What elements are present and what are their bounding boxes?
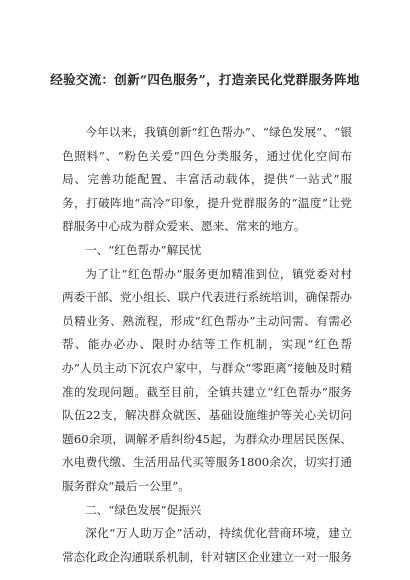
- intro-paragraph: 今年以来，我镇创新“红色帮办”、“绿色发展”、“银色照料”、“粉色关爱”四色分类服务，通过优化空间布局、完善功能配置、丰富活动载体，提供“一站式”服务，打破阵地“高冷”印象，提升党群服务的“温度”让党群服务中心成为群众爱来、愿来、常来的地方。: [62, 125, 352, 234]
- green-development-paragraph: 深化“万人助万企”活动，持续优化营商环境，建立常态化政企沟通联系机制，针对辖区企业建立一对一服务: [62, 526, 352, 564]
- document-body: [62, 121, 352, 569]
- section-heading-red: 一、“红色帮办”解民忧: [85, 242, 202, 257]
- document-title: 经验交流：创新“四色服务”，打造亲民化党群服务阵地: [50, 72, 360, 87]
- red-service-paragraph: 为了让“红色帮办”服务更加精准到位，镇党委对村两委干部、党小组长、联户代表进行系统培训，确保帮办员精业务、熟流程，形成“红色帮办”主动问需、有需必帮、能办必办、限时办结等工作机制，实现“红色帮办”人员主动下沉农户家中，与群众“零距离”接触及时精准的发现问题。截至目前，全镇共建立“红色帮办”服务队伍22支，解决群众就医、基础设施维护等关心关切问题60余项，调解矛盾纠纷45起，为群众办理居民医保、水电费代缴、生活用品代买等服务1800余次，切实打通服务群众“最后一公里”。: [62, 266, 352, 493]
- section-heading-green: 二、“绿色发展”促振兴: [85, 502, 202, 517]
